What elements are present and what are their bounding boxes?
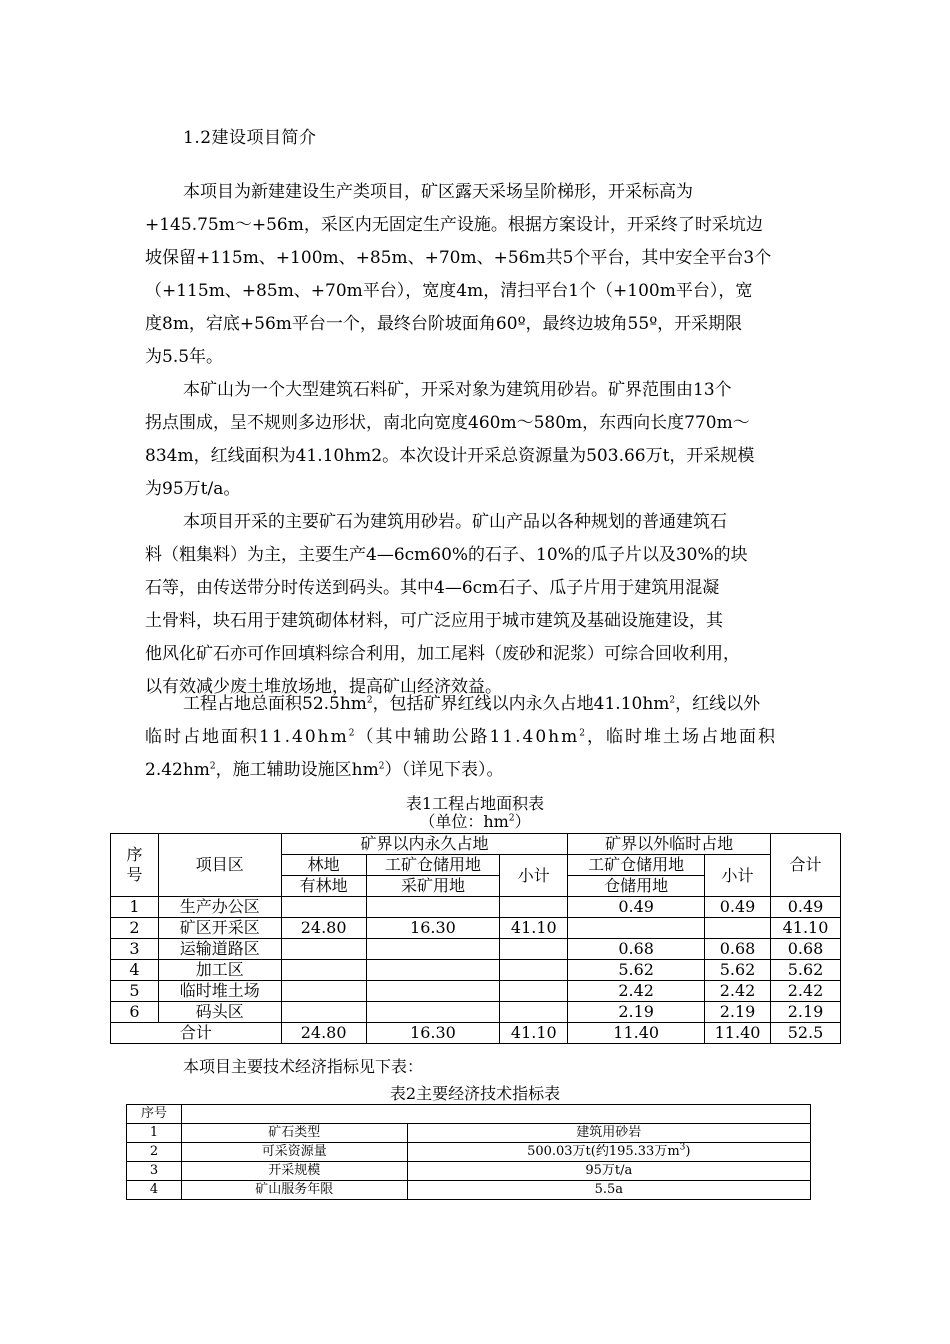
- table-cell: 2.42: [771, 981, 841, 1002]
- table-cell: 24.80: [281, 918, 366, 939]
- paragraph-land-area: [145, 688, 809, 787]
- text-line: 坡保留+115m、+100m、+85m、+70m、+56m共5个平台，其中安全平台3个: [145, 248, 772, 268]
- table-cell: [366, 960, 500, 981]
- header-cell: 工矿仓储用地: [568, 855, 705, 876]
- superscript: 2: [669, 695, 676, 706]
- paragraph-mine-scope: [145, 374, 809, 506]
- table-cell: [568, 918, 705, 939]
- text-line: 为5.5年。: [145, 347, 224, 367]
- header-cell: 小计: [705, 855, 771, 897]
- table-cell: 码头区: [158, 1002, 281, 1023]
- header-cell: 工矿仓储用地: [366, 855, 500, 876]
- table-header-row: [127, 1105, 811, 1124]
- text-line: 本项目为新建建设生产类项目，矿区露天采场呈阶梯形，开采标高为: [183, 182, 693, 202]
- table-cell: 16.30: [366, 918, 500, 939]
- table-cell: 2.19: [771, 1002, 841, 1023]
- table-cell: 52.5: [771, 1023, 841, 1044]
- header-cell: 序号: [127, 1105, 182, 1124]
- text-line: [145, 721, 809, 754]
- text-line: 度8m，宕底+56m平台一个，最终台阶坡面角60º，最终边坡角55º，开采期限: [145, 314, 743, 334]
- economic-indicators-table: [126, 1104, 811, 1200]
- table-cell: 2.19: [705, 1002, 771, 1023]
- text-run: 2.42hm: [145, 760, 210, 780]
- table-cell: 41.10: [500, 918, 568, 939]
- text-run: ，临时堆土场占地面积: [586, 727, 777, 747]
- text-line: 拐点围成，呈不规则多边形状，南北向宽度460m～580m，东西向长度770m～: [145, 413, 750, 433]
- table-row: [111, 1002, 841, 1023]
- table-cell: 1: [127, 1124, 182, 1143]
- table-row: [111, 981, 841, 1002]
- table-cell: [366, 939, 500, 960]
- paragraph-project-overview: [145, 176, 809, 374]
- header-cell: 小计: [500, 855, 568, 897]
- table-row: [127, 1181, 811, 1200]
- table-cell: 3: [111, 939, 159, 960]
- table-cell: [366, 1002, 500, 1023]
- header-cell: 合计: [771, 834, 841, 897]
- table-cell: 3: [127, 1162, 182, 1181]
- table-cell: 5.62: [568, 960, 705, 981]
- table-cell: 0.49: [705, 897, 771, 918]
- table-cell: 2: [127, 1143, 182, 1162]
- text-run: ，包括矿界红线以内永久占地41.10hm: [372, 694, 670, 714]
- table-cell: [500, 1002, 568, 1023]
- table-cell: 5: [111, 981, 159, 1002]
- table-cell: 生产办公区: [158, 897, 281, 918]
- table-cell: 11.40: [705, 1023, 771, 1044]
- table-cell: [500, 897, 568, 918]
- table-sum-row: [111, 1023, 841, 1044]
- table-cell: 0.68: [705, 939, 771, 960]
- text-run: ）: [514, 812, 531, 831]
- table-cell: 1: [111, 897, 159, 918]
- superscript: 2: [366, 695, 373, 706]
- table-cell: [366, 981, 500, 1002]
- text-line: [145, 688, 809, 721]
- table-cell: 建筑用砂岩: [407, 1124, 810, 1143]
- table-cell: [500, 981, 568, 1002]
- header-cell: [111, 834, 159, 897]
- header-cell: 有林地: [281, 876, 366, 897]
- table-cell: 合计: [111, 1023, 282, 1044]
- table1-unit: [0, 813, 950, 830]
- table-cell: [281, 981, 366, 1002]
- table-row: [111, 918, 841, 939]
- text-line: [145, 754, 809, 787]
- text-line: 土骨料，块石用于建筑砌体材料，可广泛应用于城市建筑及基础设施建设，其: [145, 611, 723, 631]
- text-line: 为95万t/a。: [145, 479, 241, 499]
- table-cell: 16.30: [366, 1023, 500, 1044]
- table-cell: 41.10: [771, 918, 841, 939]
- table-cell: 0.68: [568, 939, 705, 960]
- table2-caption: 表2主要经济技术指标表: [389, 1084, 561, 1103]
- table-cell: [281, 960, 366, 981]
- text-line: 834m，红线面积为41.10hm2。本次设计开采总资源量为503.66万t，开采规模: [145, 446, 755, 466]
- text-line: +145.75m～+56m，采区内无固定生产设施。根据方案设计，开采终了时采坑边: [145, 215, 763, 235]
- table-row: [127, 1124, 811, 1143]
- text-run: 临时占地面积11.40hm: [145, 727, 349, 747]
- table-cell: 矿石类型: [181, 1124, 407, 1143]
- table-cell: [366, 897, 500, 918]
- text-line: 他风化矿石亦可作回填料综合利用，加工尾料（废砂和泥浆）可综合回收利用，: [145, 644, 740, 664]
- table-cell: 0.68: [771, 939, 841, 960]
- superscript: 2: [579, 728, 587, 739]
- text-run: ）（详见下表）。: [384, 760, 504, 780]
- table-cell: 24.80: [281, 1023, 366, 1044]
- table-cell: [281, 897, 366, 918]
- paragraph-products: [145, 506, 809, 704]
- header-cell: 林地: [281, 855, 366, 876]
- text-line: 以有效减少废土堆放场地，提高矿山经济效益。: [145, 677, 502, 697]
- table-cell: 0.49: [771, 897, 841, 918]
- superscript: 2: [508, 813, 515, 824]
- header-cell: [181, 1105, 810, 1124]
- table-cell: 2.19: [568, 1002, 705, 1023]
- header-label: 序号: [126, 845, 143, 884]
- table-cell: [500, 960, 568, 981]
- text-run: （其中辅助公路11.40hm: [356, 727, 580, 747]
- table-cell: 可采资源量: [181, 1143, 407, 1162]
- text-line: 本矿山为一个大型建筑石料矿，开采对象为建筑用砂岩。矿界范围由13个: [183, 380, 732, 400]
- text-line: 本项目开采的主要矿石为建筑用砂岩。矿山产品以各种规划的普通建筑石: [183, 512, 727, 532]
- table-cell: 41.10: [500, 1023, 568, 1044]
- header-cell: 项目区: [158, 834, 281, 897]
- text-run: ，施工辅助设施区hm: [215, 760, 379, 780]
- table-cell: 2: [111, 918, 159, 939]
- land-area-table: [110, 833, 841, 1044]
- table-cell: 加工区: [158, 960, 281, 981]
- table-cell: 5.62: [705, 960, 771, 981]
- text-line: 料（粗集料）为主，主要生产4—6cm60%的石子、10%的瓜子片以及30%的块: [145, 545, 748, 565]
- table-cell: 95万t/a: [407, 1162, 810, 1181]
- table-cell: [281, 1002, 366, 1023]
- table-cell: 2.42: [568, 981, 705, 1002]
- table1-caption: 表1工程占地面积表: [405, 794, 545, 813]
- table-cell: [500, 939, 568, 960]
- table-row: [127, 1162, 811, 1181]
- header-cell: 矿界以外临时占地: [568, 834, 771, 855]
- superscript: 3: [679, 1142, 686, 1153]
- table-row: [111, 939, 841, 960]
- table2-intro: 本项目主要技术经济指标见下表：: [183, 1057, 424, 1076]
- text-line: （+115m、+85m、+70m平台），宽度4m，清扫平台1个（+100m平台），宽: [145, 281, 753, 301]
- table-cell: 2.42: [705, 981, 771, 1002]
- table-cell: 4: [127, 1181, 182, 1200]
- table-cell: 0.49: [568, 897, 705, 918]
- table-cell: [407, 1143, 810, 1162]
- text-run: （单位：hm: [419, 812, 509, 831]
- table-cell: 6: [111, 1002, 159, 1023]
- table-cell: 矿山服务年限: [181, 1181, 407, 1200]
- text-run: 工程占地总面积52.5hm: [183, 694, 367, 714]
- header-cell: 矿界以内永久占地: [281, 834, 568, 855]
- table-row: [111, 960, 841, 981]
- text-run: ): [685, 1144, 691, 1159]
- text-run: 500.03万t(约195.33万m: [527, 1144, 680, 1159]
- section-heading: 1.2建设项目简介: [183, 128, 317, 148]
- superscript: 2: [378, 761, 385, 772]
- table-cell: [281, 939, 366, 960]
- table-cell: 4: [111, 960, 159, 981]
- table-cell: 临时堆土场: [158, 981, 281, 1002]
- table-row: [127, 1143, 811, 1162]
- table-cell: [705, 918, 771, 939]
- table-cell: 矿区开采区: [158, 918, 281, 939]
- table-row: [111, 897, 841, 918]
- table-cell: 5.5a: [407, 1181, 810, 1200]
- superscript: 2: [348, 728, 357, 739]
- table-cell: 5.62: [771, 960, 841, 981]
- table-cell: 开采规模: [181, 1162, 407, 1181]
- table-cell: 11.40: [568, 1023, 705, 1044]
- table-header-row: [111, 834, 841, 855]
- superscript: 2: [209, 761, 216, 772]
- header-cell: 仓储用地: [568, 876, 705, 897]
- header-cell: 采矿用地: [366, 876, 500, 897]
- text-run: ，红线以外: [675, 694, 761, 714]
- table-cell: 运输道路区: [158, 939, 281, 960]
- text-line: 石等，由传送带分时传送到码头。其中4—6cm石子、瓜子片用于建筑用混凝: [145, 578, 720, 598]
